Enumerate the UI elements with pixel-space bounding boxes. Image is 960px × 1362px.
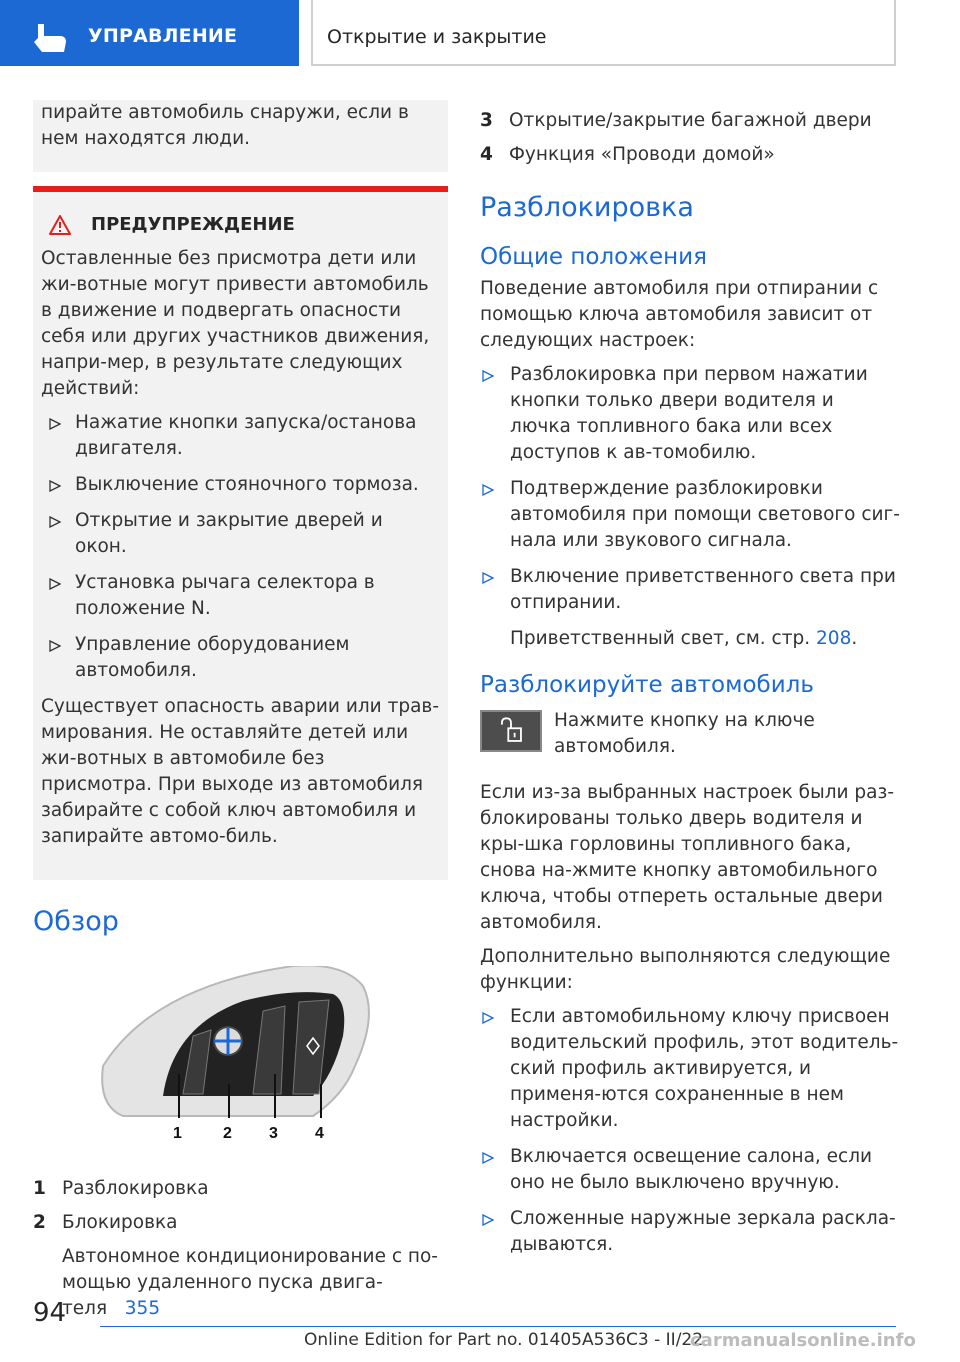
- unlock-button-icon: [480, 710, 542, 752]
- unlock-car-text: Нажмите кнопку на ключе автомобиля.: [554, 710, 815, 757]
- subsection-tab: [311, 0, 896, 66]
- para1: Если из-за выбранных настроек были раз-блокированы только дверь водителя и кры-шка горловины топливного бака, снова на-жмите кнопку автомобильного ключа, чтобы отпереть остальные двери автомобиля.: [480, 782, 895, 933]
- key-label-2: 2: [223, 1125, 232, 1142]
- legend-item: 4 Функция «Проводи домой»: [480, 144, 775, 165]
- key-label-1: 1: [173, 1125, 182, 1142]
- page-number: 94: [33, 1298, 67, 1328]
- general-heading: Общие положения: [480, 244, 707, 270]
- triangle-bullet-icon: [482, 370, 494, 382]
- warning-title: ПРЕДУПРЕЖДЕНИЕ: [91, 214, 295, 235]
- triangle-bullet-icon: [482, 484, 494, 496]
- general-list: [480, 362, 900, 652]
- list-item: Сложенные наружные зеркала раскла-дываются.: [480, 1206, 900, 1258]
- legend-note: Автономное кондиционирование с по-мощью удаленного пуска двига-теля 355: [62, 1246, 438, 1319]
- footer-divider: [100, 1326, 896, 1327]
- key-label-3: 3: [269, 1125, 278, 1142]
- section-tab: [0, 0, 299, 66]
- list-item: Если автомобильному ключу присвоен водительский профиль, этот водитель-ский профиль активируется, и применя-ются сохраненные в нем настройки.: [480, 1004, 900, 1134]
- list-item: Разблокировка при первом нажатии кнопки только двери водителя и лючка топливного бака или всех доступов к ав-томобилю.: [480, 362, 900, 466]
- triangle-bullet-icon: [49, 640, 61, 652]
- legend-item: 2 Блокировка: [33, 1212, 178, 1233]
- hand-pointer-icon: [30, 20, 70, 56]
- list-item: Управление оборудованием автомобиля.: [41, 632, 440, 684]
- unlock-instruction: [480, 708, 900, 760]
- page-link-355[interactable]: 355: [124, 1298, 161, 1319]
- car-key-illustration: [93, 966, 393, 1146]
- list-item: Подтверждение разблокировки автомобиля при помощи светового сиг-нала или звукового сигнала.: [480, 476, 900, 554]
- list-item: Включается освещение салона, если оно не было выключено вручную.: [480, 1144, 900, 1196]
- triangle-bullet-icon: [49, 516, 61, 528]
- right-column: [480, 108, 900, 1268]
- extra-list: [480, 1004, 900, 1258]
- warning-box: [33, 192, 448, 880]
- key-label-4: 4: [315, 1125, 324, 1142]
- triangle-bullet-icon: [49, 418, 61, 430]
- left-column: [33, 100, 448, 1330]
- watermark: carmanualsonline.info: [690, 1330, 916, 1351]
- key-legend: [33, 1176, 448, 1322]
- legend-item: 3 Открытие/закрытие багажной двери: [480, 110, 872, 131]
- unlock-heading: Разблокировка: [480, 192, 694, 223]
- list-item: Нажатие кнопки запуска/останова двигателя.: [41, 410, 440, 462]
- warning-intro: Оставленные без присмотра дети или жи-вотные могут привести автомобиль в движение и подвергать опасности себя или других участников движения, напри-мер, в результате следующих действий:: [41, 248, 430, 399]
- welcome-ref: Приветственный свет, см. стр. 208.: [510, 628, 858, 649]
- legend-item: 1 Разблокировка: [33, 1178, 209, 1199]
- continued-box: [33, 100, 448, 172]
- triangle-bullet-icon: [49, 480, 61, 492]
- subsection-title: Открытие и закрытие: [327, 26, 547, 48]
- warning-triangle-icon: [49, 215, 71, 235]
- para2: Дополнительно выполняются следующие функции:: [480, 946, 891, 993]
- edition-text: Online Edition for Part no. 01405A536C3 - II/22: [304, 1330, 704, 1350]
- warning-header: [41, 212, 440, 238]
- continued-text: пирайте автомобиль снаружи, если в нем находятся люди.: [41, 102, 409, 149]
- list-item: Выключение стояночного тормоза.: [41, 472, 440, 498]
- triangle-bullet-icon: [49, 578, 61, 590]
- list-item: Включение приветственного света при отпирании. Приветственный свет, см. стр. 208.: [480, 564, 900, 652]
- triangle-bullet-icon: [482, 572, 494, 584]
- warning-outro: Существует опасность аварии или трав-мирования. Не оставляйте детей или жи-вотных в автомобиле без присмотра. При выходе из автомобиля забирайте с собой ключ автомобиля и запирайте автомо-биль.: [41, 696, 440, 847]
- triangle-bullet-icon: [482, 1012, 494, 1024]
- page-link-208[interactable]: 208: [816, 628, 852, 649]
- unlock-car-heading: Разблокируйте автомобиль: [480, 672, 814, 698]
- section-title: УПРАВЛЕНИЕ: [88, 25, 238, 47]
- overview-heading: Обзор: [33, 906, 119, 937]
- list-item: Установка рычага селектора в положение N.: [41, 570, 440, 622]
- triangle-bullet-icon: [482, 1214, 494, 1226]
- triangle-bullet-icon: [482, 1152, 494, 1164]
- general-intro: Поведение автомобиля при отпирании с помощью ключа автомобиля зависит от следующих настроек:: [480, 278, 879, 351]
- list-item: Открытие и закрытие дверей и окон.: [41, 508, 440, 560]
- warning-list: [41, 410, 440, 684]
